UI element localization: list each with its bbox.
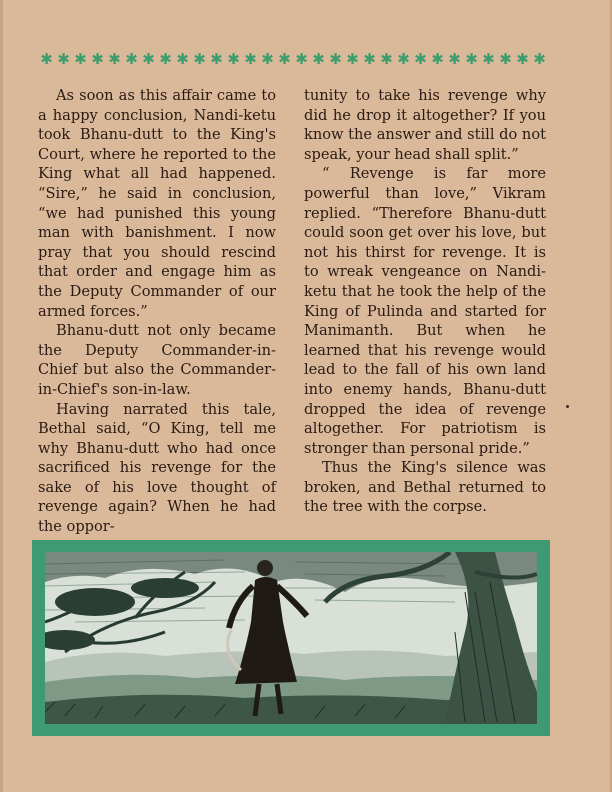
- ornament-glyph: ✱: [176, 50, 189, 68]
- ornament-glyph: ✱: [516, 50, 529, 68]
- paragraph: As soon as this affair came to a happy conclusion, Nandi-ketu took Bhanu-dutt to the King's Court, where he reported to the King what all had happened. “Sire,” he said in conclusion, “we had punished this young man with banishment. I now pray that you should rescind that order and engage him as the Deputy Commander of our armed forces.”: [38, 87, 276, 320]
- ornamental-border: [38, 50, 548, 68]
- ornament-glyph: ✱: [227, 50, 240, 68]
- ornament-glyph: ✱: [482, 50, 495, 68]
- paragraph: tunity to take his revenge why did he drop it altogether? If you know the answer and still do not speak, your head shall split.”: [304, 87, 546, 163]
- ornament-glyph: ✱: [261, 50, 274, 68]
- ornament-glyph: ✱: [74, 50, 87, 68]
- ornament-glyph: ✱: [533, 50, 546, 68]
- paragraph: Bhanu-dutt not only became the Deputy Commander-in-Chief but also the Commander-in-Chief's son-in-law.: [38, 322, 276, 398]
- ornament-glyph: ✱: [40, 50, 53, 68]
- ornament-glyph: ✱: [193, 50, 206, 68]
- illustration: [45, 552, 537, 724]
- ornament-glyph: ✱: [414, 50, 427, 68]
- ornament-glyph: ✱: [380, 50, 393, 68]
- left-column: [38, 86, 276, 537]
- ornament-glyph: ✱: [397, 50, 410, 68]
- ornament-glyph: ✱: [108, 50, 121, 68]
- ornament-glyph: ✱: [244, 50, 257, 68]
- paragraph: Thus the King's silence was broken, and Bethal returned to the tree with the corpse.: [304, 459, 546, 516]
- ornament-glyph: ✱: [329, 50, 342, 68]
- ornament-glyph: ✱: [91, 50, 104, 68]
- ornament-glyph: ✱: [448, 50, 461, 68]
- ornament-glyph: ✱: [346, 50, 359, 68]
- ornament-glyph: ✱: [431, 50, 444, 68]
- ornament-glyph: ✱: [312, 50, 325, 68]
- paragraph: Having narrated this tale, Bethal said, “O King, tell me why Bhanu-dutt who had once sacrificed his revenge for the sake of his love thought of revenge again? When he had the oppor-: [38, 400, 276, 536]
- stray-mark: [566, 405, 569, 408]
- paragraph: “ Revenge is far more powerful than love,” Vikram replied. “Therefore Bhanu-dutt could soon get over his love, but not his thirst for revenge. It is to wreak vengeance on Nandi-ketu that he took the help of the King of Pulinda and started for Manimanth. But when he learned that his revenge would lead to the fall of his own land into enemy hands, Bhanu-dutt dropped the idea of revenge altogether. For patriotism is stronger than personal pride.”: [304, 165, 546, 457]
- ornament-glyph: ✱: [142, 50, 155, 68]
- illustration-frame: [32, 540, 550, 736]
- ornament-glyph: ✱: [159, 50, 172, 68]
- ornament-glyph: ✱: [363, 50, 376, 68]
- ornament-glyph: ✱: [499, 50, 512, 68]
- ornament-glyph: ✱: [125, 50, 138, 68]
- ornament-glyph: ✱: [465, 50, 478, 68]
- ornament-glyph: ✱: [295, 50, 308, 68]
- right-column: [304, 86, 546, 517]
- ornament-glyph: ✱: [210, 50, 223, 68]
- ornament-glyph: ✱: [278, 50, 291, 68]
- ornament-glyph: ✱: [57, 50, 70, 68]
